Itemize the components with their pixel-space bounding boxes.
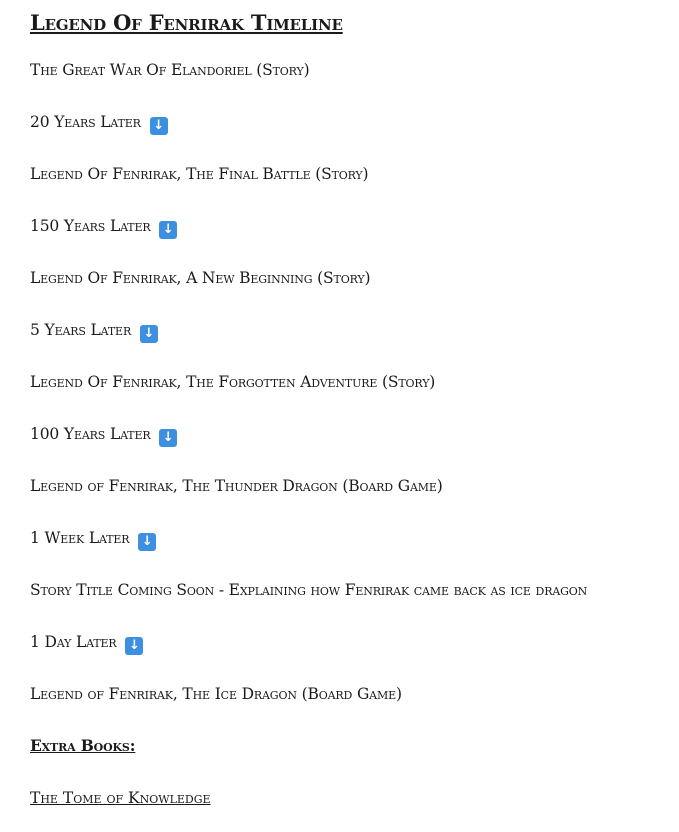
document-title: Legend Of Fenrirak Timeline	[30, 10, 343, 35]
timeline-entry-text: Legend Of Fenrirak, The Forgotten Adventure (Story)	[30, 373, 436, 391]
timeline-entry-text: The Great War Of Elandoriel (Story)	[30, 61, 310, 79]
timeline-entry-text: Legend Of Fenrirak, A New Beginning (Story)	[30, 269, 371, 287]
timeline-gap-text: 150 Years Later	[30, 217, 151, 235]
timeline-gap-text: 5 Years Later	[30, 321, 132, 339]
timeline-entry	[30, 267, 670, 319]
timeline-entry	[30, 59, 670, 111]
timeline-entry	[30, 371, 670, 423]
timeline-gap	[30, 319, 670, 371]
timeline-entry	[30, 163, 670, 215]
down-arrow-icon: ↓	[150, 117, 168, 135]
down-arrow-icon: ↓	[125, 637, 143, 655]
timeline-gap	[30, 631, 670, 683]
timeline-gap	[30, 215, 670, 267]
timeline-entry-text: Legend Of Fenrirak, The Final Battle (Story)	[30, 165, 369, 183]
down-arrow-icon: ↓	[159, 221, 177, 239]
timeline-gap-text: 1 Week Later	[30, 529, 130, 547]
timeline-list	[30, 59, 670, 817]
timeline-gap	[30, 527, 670, 579]
timeline-entry	[30, 683, 670, 735]
extra-books-heading: Extra Books:	[30, 736, 136, 755]
timeline-gap	[30, 423, 670, 475]
timeline-entry-text: Legend of Fenrirak, The Thunder Dragon (Board Game)	[30, 477, 443, 495]
timeline-entry	[30, 579, 670, 631]
down-arrow-icon: ↓	[159, 429, 177, 447]
timeline-gap-text: 20 Years Later	[30, 113, 141, 131]
timeline-gap-text: 100 Years Later	[30, 425, 151, 443]
extra-book-item: The Tome of Knowledge	[30, 789, 211, 807]
down-arrow-icon: ↓	[140, 325, 158, 343]
down-arrow-icon: ↓	[138, 533, 156, 551]
timeline-entry-text: Story Title Coming Soon - Explaining how Fenrirak came back as ice dragon	[30, 581, 588, 599]
timeline-gap-text: 1 Day Later	[30, 633, 117, 651]
document-page	[30, 8, 670, 817]
timeline-entry	[30, 475, 670, 527]
timeline-gap	[30, 111, 670, 163]
timeline-entry-text: Legend of Fenrirak, The Ice Dragon (Board Game)	[30, 685, 402, 703]
